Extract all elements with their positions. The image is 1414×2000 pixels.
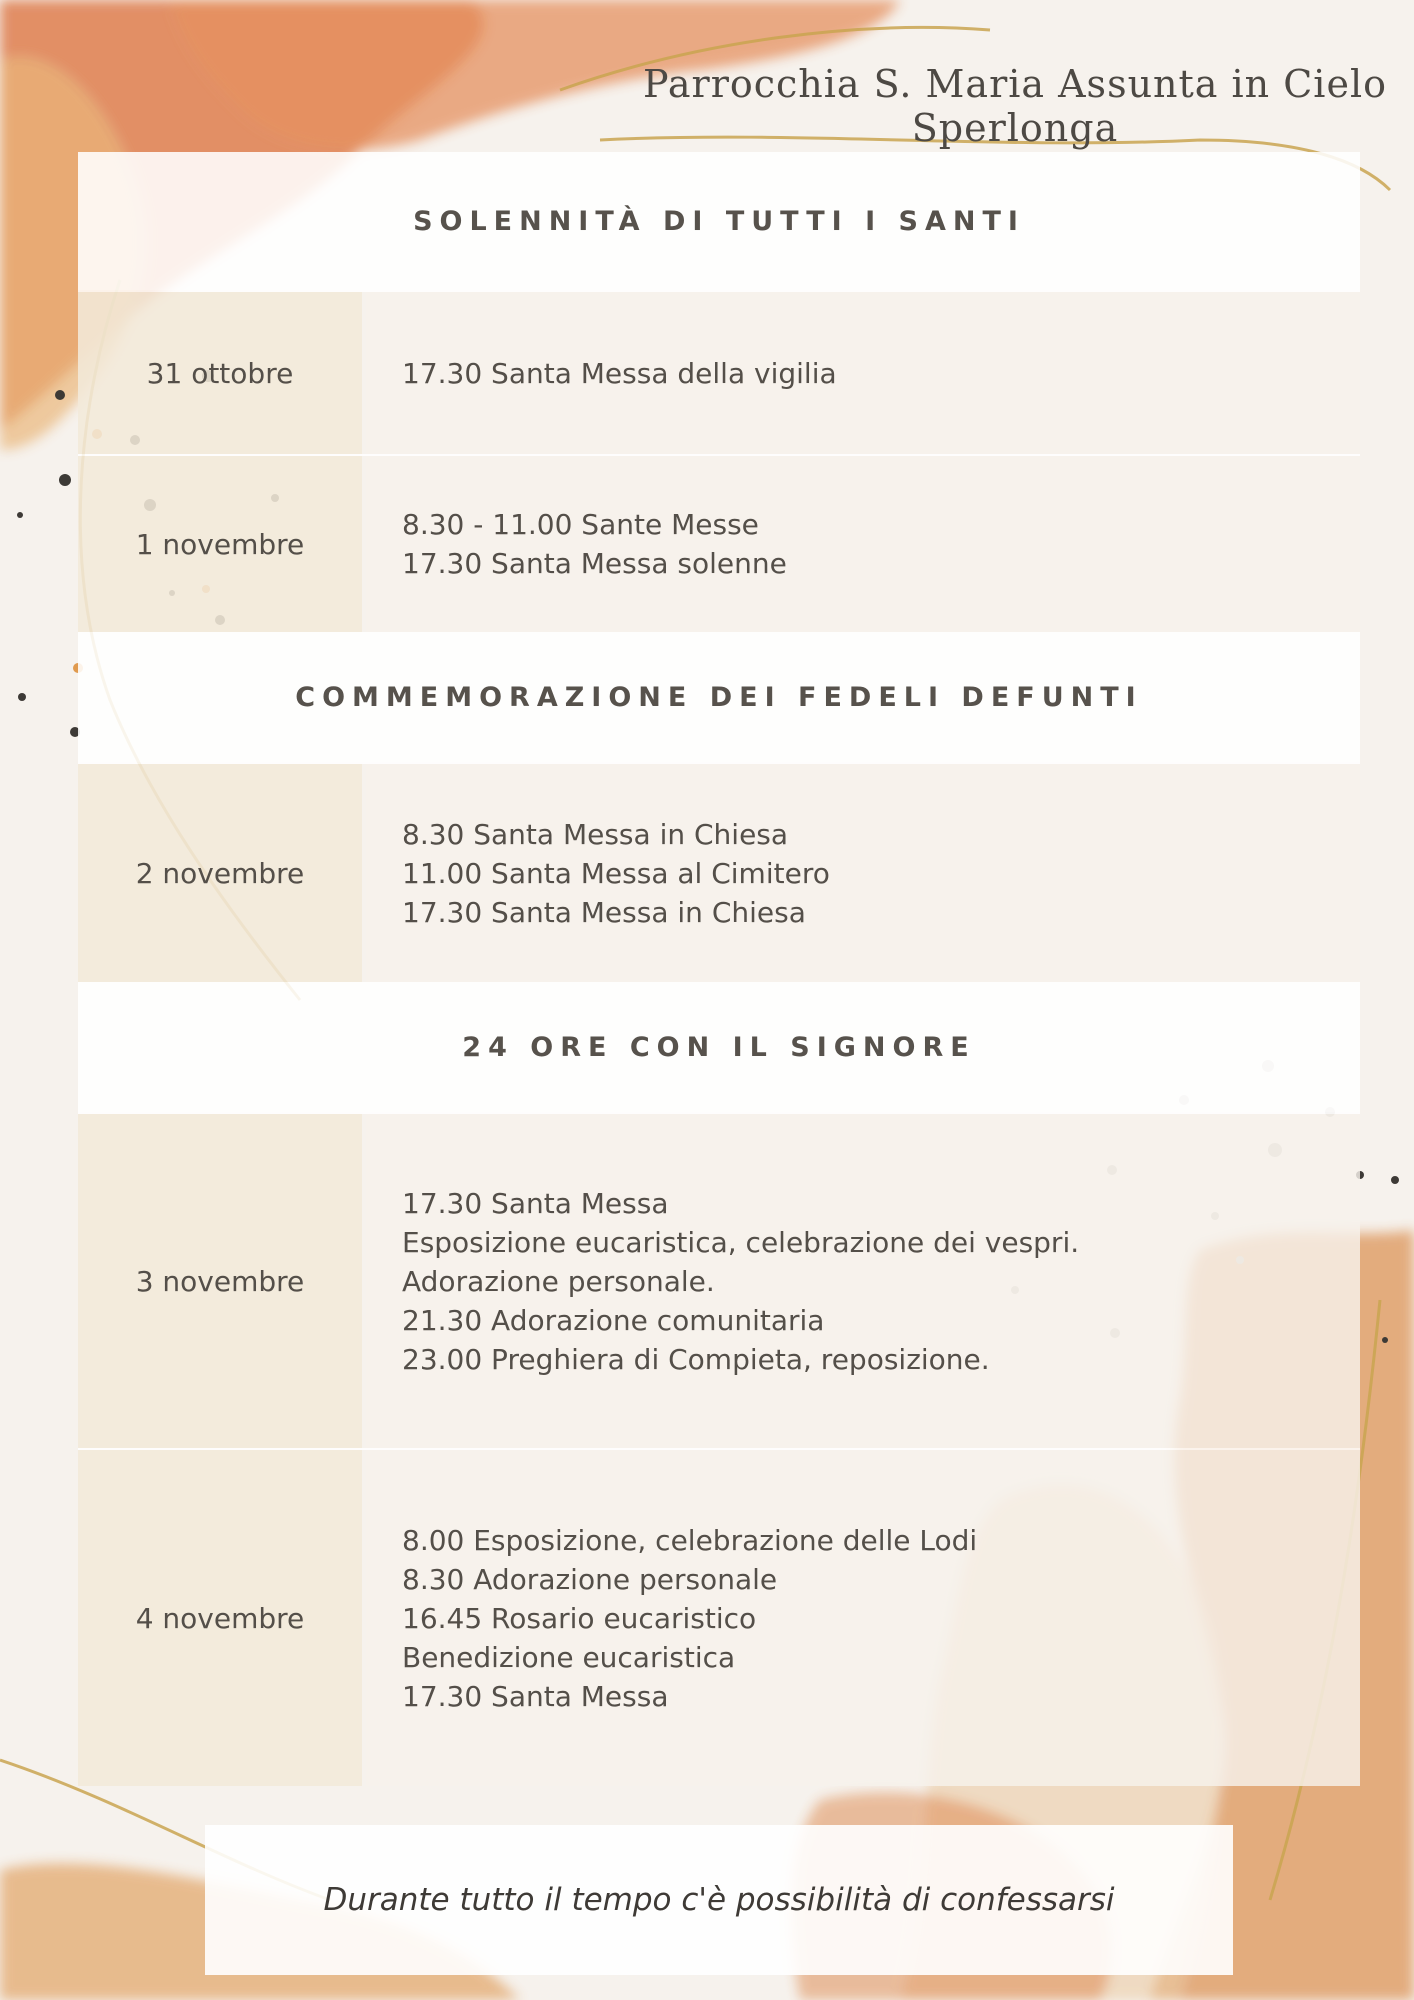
event-line: 17.30 Santa Messa in Chiesa	[402, 895, 806, 929]
schedule-row	[78, 762, 1360, 982]
date-cell: 3 novembre	[78, 1114, 362, 1448]
schedule-board	[78, 152, 1360, 1786]
event-line: 23.00 Preghiera di Compieta, reposizione.	[402, 1342, 990, 1376]
event-line: 17.30 Santa Messa della vigilia	[402, 356, 837, 390]
schedule-row	[78, 1448, 1360, 1786]
event-line: Esposizione eucaristica, celebrazione dei vespri.	[402, 1225, 1080, 1259]
events-cell	[366, 764, 1360, 982]
date-cell: 4 novembre	[78, 1450, 362, 1786]
date-cell: 31 ottobre	[78, 292, 362, 454]
parish-name	[640, 62, 1390, 150]
events-cell	[366, 456, 1360, 632]
confession-note: Durante tutto il tempo c'è possibilità di confessarsi	[205, 1825, 1233, 1975]
event-line: 8.30 Adorazione personale	[402, 1562, 778, 1596]
events-cell	[366, 292, 1360, 454]
event-line: 8.00 Esposizione, celebrazione delle Lodi	[402, 1523, 978, 1557]
event-line: 11.00 Santa Messa al Cimitero	[402, 856, 830, 890]
section-title-fedeli-defunti: COMMEMORAZIONE DEI FEDELI DEFUNTI	[78, 632, 1360, 762]
events-cell	[366, 1450, 1360, 1786]
event-line: 8.30 Santa Messa in Chiesa	[402, 817, 789, 851]
event-line: 21.30 Adorazione comunitaria	[402, 1303, 825, 1337]
schedule-row	[78, 290, 1360, 454]
event-line: 17.30 Santa Messa	[402, 1186, 669, 1220]
schedule-row	[78, 1112, 1360, 1448]
event-line: 16.45 Rosario eucaristico	[402, 1601, 757, 1635]
parish-town: Sperlonga	[911, 106, 1119, 150]
date-cell: 1 novembre	[78, 456, 362, 632]
parish-name-line1: Parrocchia S. Maria Assunta in Cielo	[643, 62, 1387, 106]
event-line: 8.30 - 11.00 Sante Messe	[402, 508, 759, 541]
event-line: Adorazione personale.	[402, 1264, 715, 1298]
schedule-row	[78, 454, 1360, 632]
event-line: Benedizione eucaristica	[402, 1640, 736, 1674]
date-cell: 2 novembre	[78, 764, 362, 982]
events-cell	[366, 1114, 1360, 1448]
section-title-24-ore: 24 ORE CON IL SIGNORE	[78, 982, 1360, 1112]
section-title-tutti-i-santi: SOLENNITÀ DI TUTTI I SANTI	[78, 152, 1360, 290]
event-line: 17.30 Santa Messa	[402, 1679, 669, 1713]
event-line: 17.30 Santa Messa solenne	[402, 547, 787, 580]
